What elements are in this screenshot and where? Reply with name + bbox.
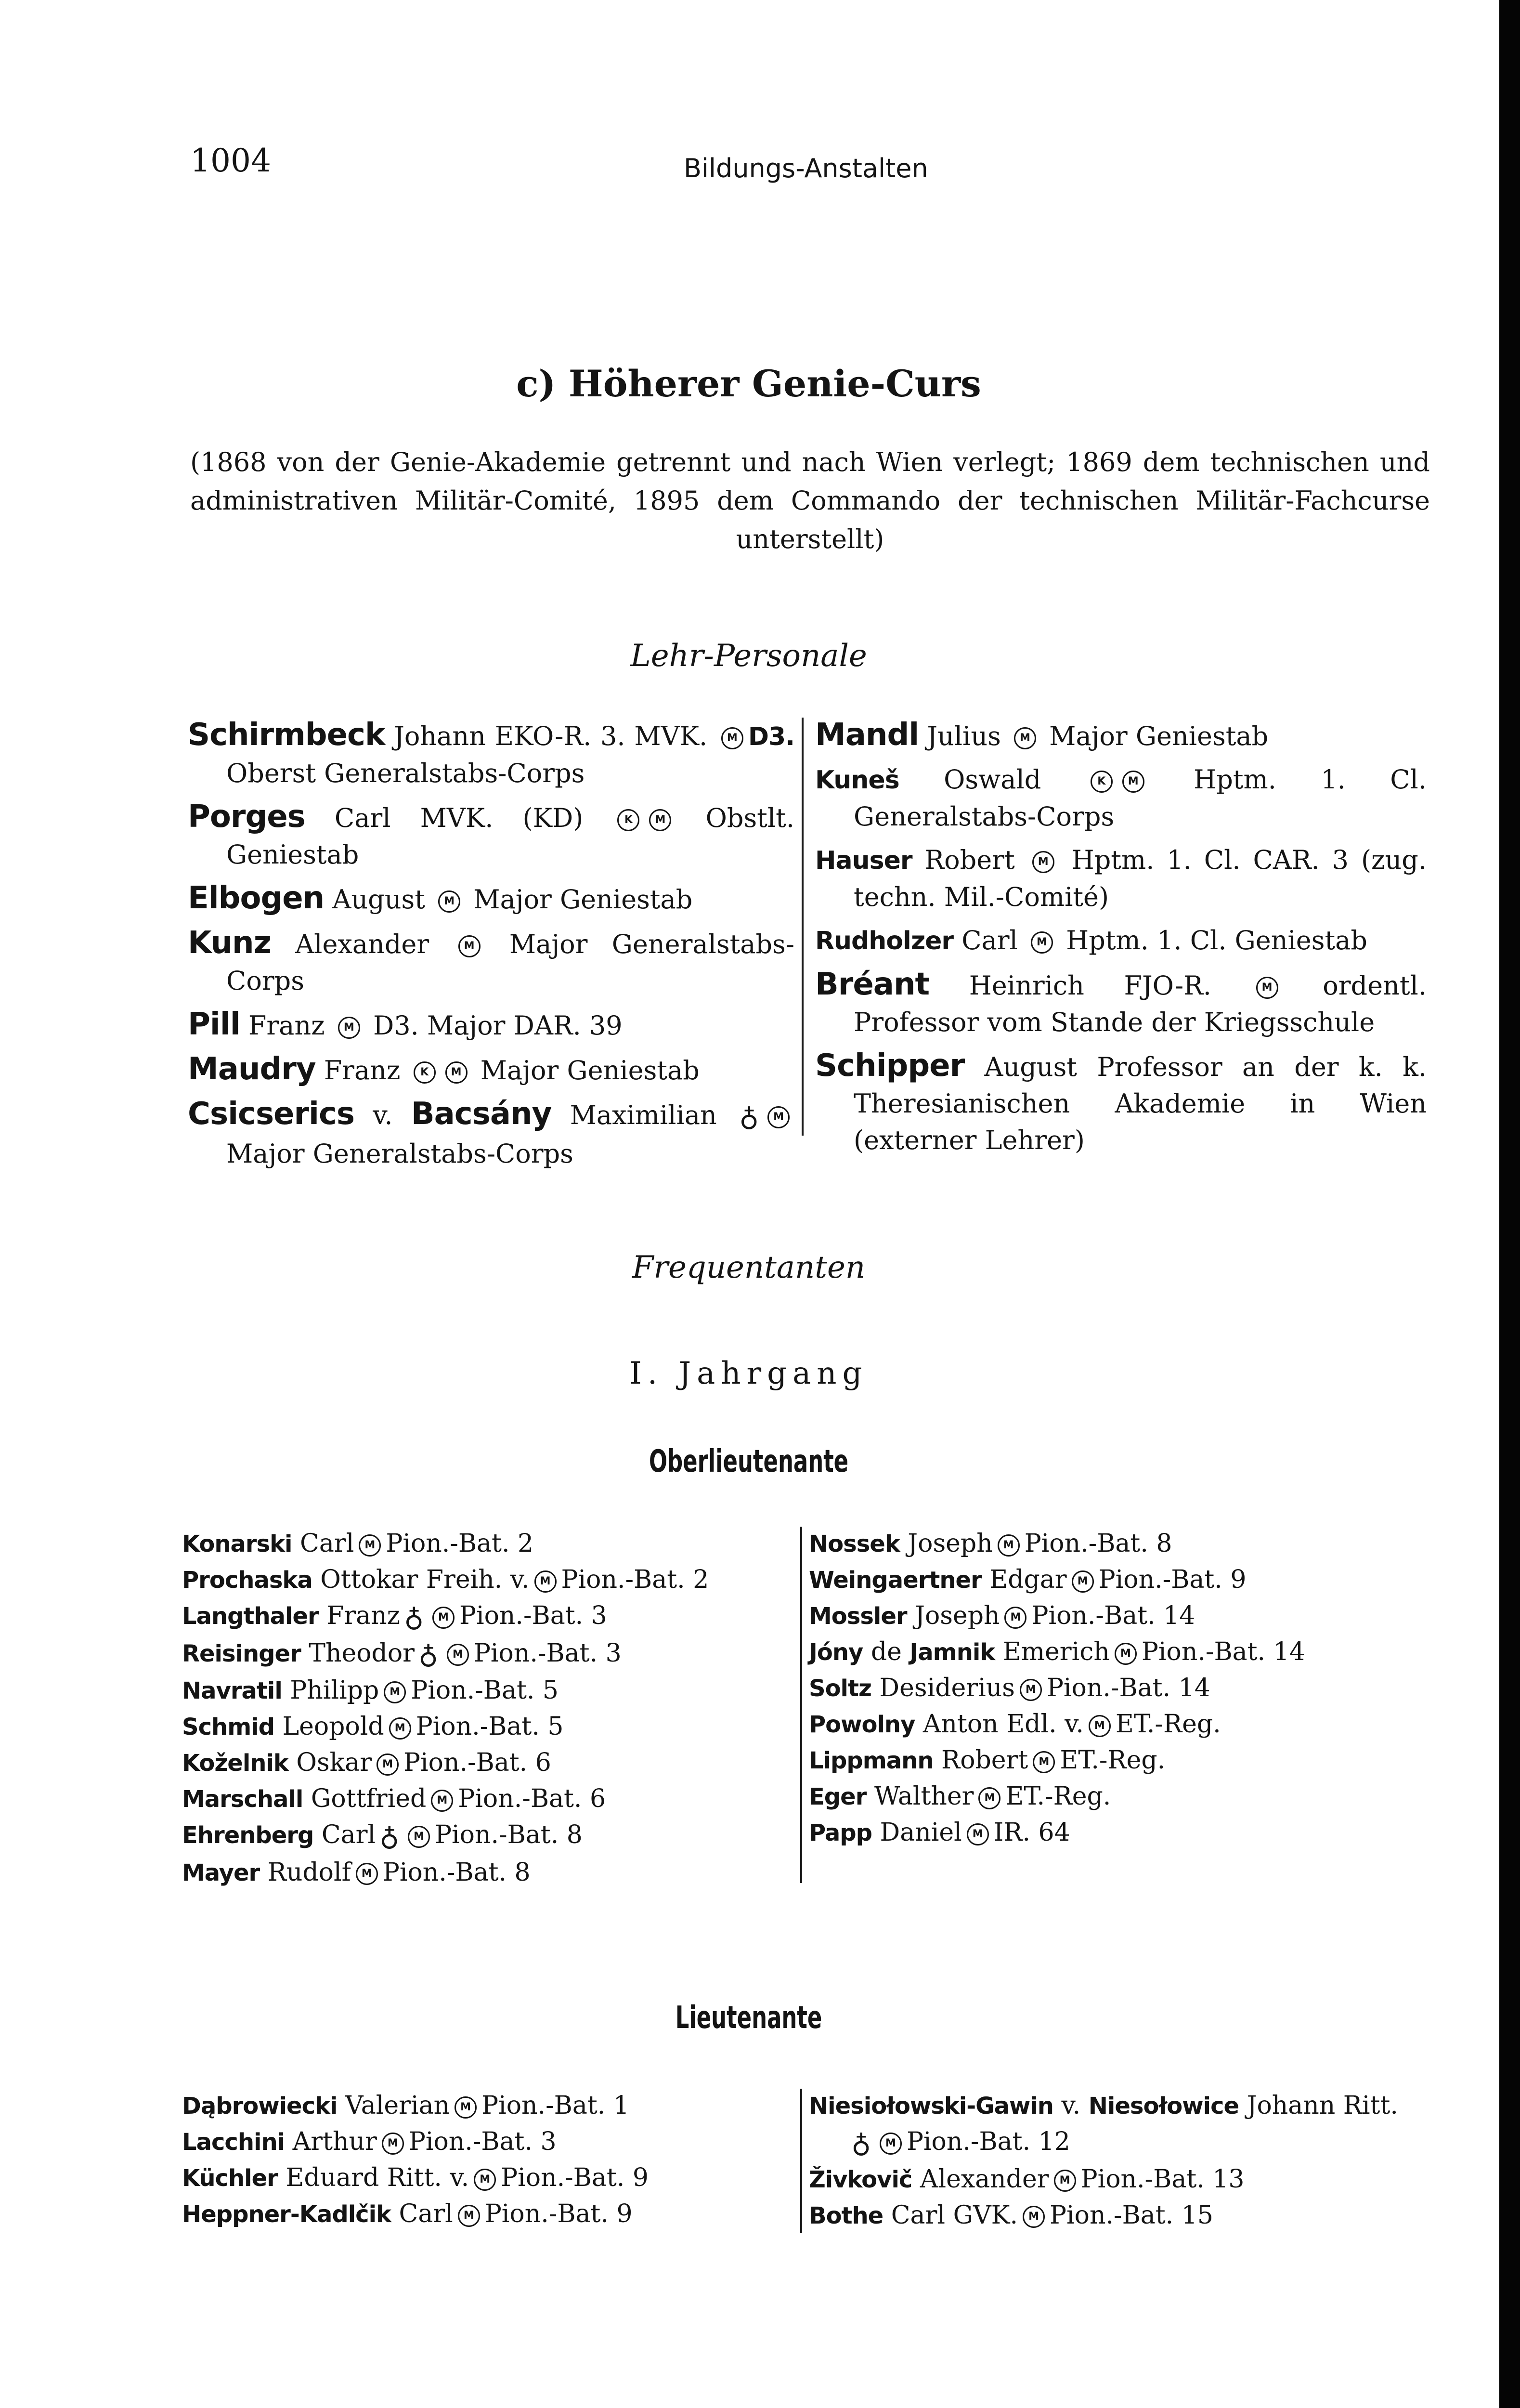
list-item: Koželnik Oskar M Pion.-Bat. 6 (182, 1748, 551, 1777)
m-badge-icon: M (455, 2096, 477, 2119)
staff-surname: Schipper (815, 1048, 965, 1084)
decoration-icon: ♁ (404, 1601, 424, 1633)
m-badge-icon: M (382, 2133, 404, 2155)
section-intro: (1868 von der Genie-Akademie getrennt und nach Wien verlegt; 1869 dem technischen und administrativen Militär-Comité, 1895 dem Commando der technischen Militär-Fachcurse unterstellt) (190, 447, 1430, 554)
list-item: Weingaertner Edgar M Pion.-Bat. 9 (809, 1565, 1247, 1594)
list-item: Živkovič Alexander M Pion.-Bat. 13 (809, 2164, 1245, 2194)
list-item: Eger Walther M ET.-Reg. (809, 1782, 1111, 1811)
m-badge-icon: M (359, 1534, 381, 1557)
m-badge-icon: M (767, 1106, 790, 1128)
staff-entry: Rudholzer Carl M Hptm. 1. Cl. Geniestab (815, 925, 1367, 955)
staff-surname: Pill (188, 1007, 240, 1042)
lieutenante-title: Lieutenante (675, 2000, 822, 2036)
list-item: Mossler Joseph M Pion.-Bat. 14 (809, 1601, 1195, 1630)
m-badge-icon: M (880, 2133, 902, 2155)
staff-entry: Kunz Alexander M Major Generalstabs-Corps (188, 925, 795, 996)
m-badge-icon: M (1256, 977, 1278, 999)
staff-surname: Hauser (815, 846, 912, 875)
jahrgang-title: I. Jahrgang (629, 1356, 868, 1391)
k-badge-icon: K (414, 1061, 436, 1084)
m-badge-icon: M (1122, 771, 1144, 793)
list-item: Prochaska Ottokar Freih. v. M Pion.-Bat. 2 (182, 1565, 709, 1594)
m-badge-icon: M (1031, 931, 1053, 954)
staff-surname: Maudry (188, 1051, 316, 1087)
m-badge-icon: M (534, 1570, 557, 1593)
list-item: Powolny Anton Edl. v. M ET.-Reg. (809, 1710, 1221, 1739)
decoration-icon: ♁ (379, 1820, 400, 1852)
frequentanten-title: Frequentanten (632, 1250, 866, 1285)
staff-entry: Mandl Julius M Major Geniestab (815, 717, 1269, 753)
decoration-icon: ♁ (851, 2127, 871, 2159)
lieutenante-left-column (182, 2088, 793, 2232)
list-item: Bothe Carl GVK. M Pion.-Bat. 15 (809, 2200, 1213, 2230)
list-item: Heppner-Kadlčik Carl M Pion.-Bat. 9 (182, 2199, 633, 2228)
m-badge-icon: M (1020, 1679, 1042, 1701)
staff-surname: Schirmbeck (188, 717, 385, 753)
m-badge-icon: M (1054, 2170, 1076, 2192)
m-badge-icon: M (431, 1790, 453, 1812)
staff-surname: Rudholzer (815, 927, 954, 955)
list-item: Reisinger Theodor ♁ M Pion.-Bat. 3 (182, 1636, 793, 1673)
staff-entry: Schipper August Professor an der k. k. Theresianischen Akademie in Wien (externer Lehrer) (815, 1048, 1427, 1155)
m-badge-icon: M (1023, 2206, 1045, 2228)
staff-surname: Bréant (815, 967, 930, 1002)
staff-entry: Elbogen August M Major Geniestab (188, 880, 693, 916)
scan-border (1499, 0, 1520, 2408)
list-item: Niesiołowski-Gawin v. Niesołowice Johann Ritt. ♁ M Pion.-Bat. 12 (809, 2088, 1425, 2161)
staff-entry: Schirmbeck Johann EKO-R. 3. MVK. M D3. Oberst Generalstabs-Corps (188, 717, 794, 788)
m-badge-icon: M (1014, 727, 1036, 749)
column-divider (800, 1527, 802, 1883)
m-badge-icon: M (978, 1787, 1000, 1809)
staff-entry: Csicserics v. Bacsány Maximilian ♁ M Major Generalstabs-Corps (188, 1096, 794, 1172)
oberlieutenante-left-column (182, 1526, 793, 1891)
m-badge-icon: M (1004, 1607, 1026, 1629)
m-badge-icon: M (432, 1607, 455, 1629)
list-item: Schmid Leopold M Pion.-Bat. 5 (182, 1712, 564, 1741)
m-badge-icon: M (1115, 1643, 1137, 1665)
running-title: Bildungs-Anstalten (684, 153, 928, 183)
staff-entry: Hauser Robert M Hptm. 1. Cl. CAR. 3 (zug. techn. Mil.-Comité) (815, 845, 1427, 912)
staff-surname: Porges (188, 799, 305, 835)
list-item: Soltz Desiderius M Pion.-Bat. 14 (809, 1674, 1210, 1702)
staff-right-column (815, 717, 1427, 1165)
m-badge-icon: M (1032, 851, 1054, 873)
staff-surname: Kunz (188, 925, 271, 961)
list-item: Dąbrowiecki Valerian M Pion.-Bat. 1 (182, 2091, 629, 2120)
oberlieutenante-title: Oberlieutenante (649, 1444, 849, 1479)
m-badge-icon: M (408, 1826, 430, 1848)
list-item: Langthaler Franz ♁ M Pion.-Bat. 3 (182, 1598, 793, 1636)
list-item: Nossek Joseph M Pion.-Bat. 8 (809, 1529, 1172, 1558)
section-title: c) Höherer Genie-Curs (516, 362, 981, 405)
staff-surname: Mandl (815, 717, 919, 753)
staff-entry: Maudry Franz K M Major Geniestab (188, 1051, 700, 1087)
staff-surname: Kuneš (815, 766, 899, 795)
staff-surname: Elbogen (188, 880, 325, 916)
list-item: Mayer Rudolf M Pion.-Bat. 8 (182, 1858, 531, 1887)
m-badge-icon: M (377, 1754, 399, 1776)
staff-entry: Pill Franz M D3. Major DAR. 39 (188, 1007, 623, 1042)
m-badge-icon: M (1072, 1570, 1094, 1593)
lieutenante-right-column (809, 2088, 1425, 2234)
m-badge-icon: M (458, 2205, 480, 2227)
m-badge-icon: M (338, 1017, 360, 1039)
list-item: Navratil Philipp M Pion.-Bat. 5 (182, 1676, 559, 1705)
m-badge-icon: M (1089, 1715, 1111, 1737)
staff-entry: Porges Carl MVK. (KD) K M Obstlt. Geniestab (188, 799, 794, 870)
list-item: Jóny de Jamnik Emerich M Pion.-Bat. 14 (809, 1637, 1305, 1666)
column-divider (800, 2089, 802, 2233)
m-badge-icon: M (356, 1863, 378, 1885)
staff-entry: Kuneš Oswald K M Hptm. 1. Cl. Generalstabs-Corps (815, 764, 1427, 832)
m-badge-icon: M (447, 1644, 469, 1666)
decoration-icon: ♁ (418, 1639, 438, 1670)
staff-surname: Csicserics (188, 1096, 354, 1132)
m-badge-icon: M (1033, 1751, 1055, 1773)
decoration-icon: ♁ (739, 1101, 759, 1133)
list-item: Küchler Eduard Ritt. v. M Pion.-Bat. 9 (182, 2163, 649, 2192)
list-item: Konarski Carl M Pion.-Bat. 2 (182, 1529, 534, 1558)
page-number: 1004 (190, 142, 271, 179)
list-item: Ehrenberg Carl ♁ M Pion.-Bat. 8 (182, 1817, 793, 1855)
k-badge-icon: K (617, 809, 639, 831)
staff-left-column (188, 717, 794, 1179)
list-item: Lippmann Robert M ET.-Reg. (809, 1746, 1166, 1775)
m-badge-icon: M (389, 1717, 411, 1740)
m-badge-icon: M (721, 727, 743, 749)
list-item: Marschall Gottfried M Pion.-Bat. 6 (182, 1784, 606, 1813)
k-badge-icon: K (1091, 771, 1113, 793)
staff-entry: Bréant Heinrich FJO-R. M ordentl. Professor vom Stande der Kriegsschule (815, 967, 1427, 1037)
column-divider (802, 718, 804, 1136)
m-badge-icon: M (649, 809, 671, 831)
m-badge-icon: M (438, 890, 460, 913)
m-badge-icon: M (474, 2169, 496, 2191)
m-badge-icon: M (458, 935, 481, 957)
m-badge-icon: M (445, 1061, 468, 1084)
list-item: Papp Daniel M IR. 64 (809, 1818, 1070, 1847)
list-item: Lacchini Arthur M Pion.-Bat. 3 (182, 2127, 557, 2156)
m-badge-icon: M (967, 1823, 989, 1845)
oberlieutenante-right-column (809, 1526, 1425, 1851)
m-badge-icon: M (998, 1534, 1020, 1557)
m-badge-icon: M (384, 1681, 406, 1703)
lehr-personale-title: Lehr-Personale (630, 638, 867, 674)
